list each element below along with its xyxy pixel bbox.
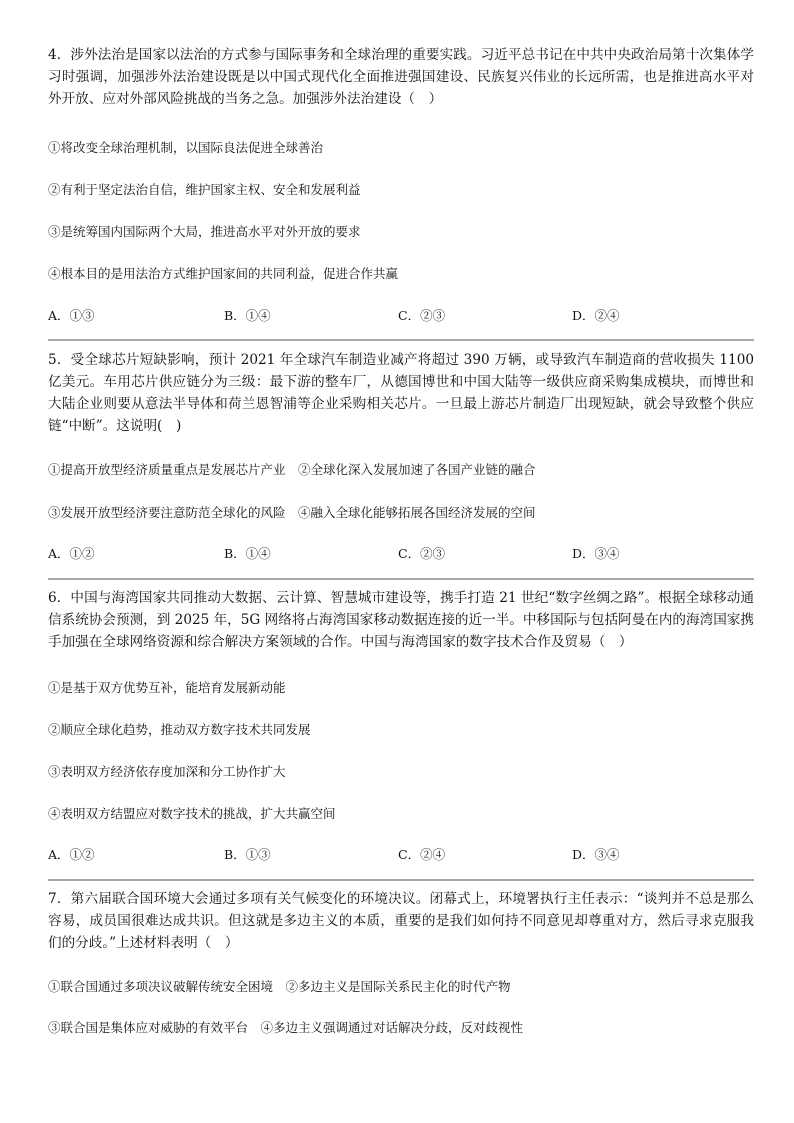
question-5 — [48, 349, 754, 561]
question-6-option-3: ③表明双方经济依存度加深和分工协作扩大 — [48, 764, 286, 779]
question-6-option-4: ④表明双方结盟应对数字技术的挑战，扩大共赢空间 — [48, 806, 336, 821]
question-6-option-1: ①是基于双方优势互补，能培育发展新动能 — [48, 680, 286, 695]
question-4-option-1: ①将改变全球治理机制，以国际良法促进全球善治 — [48, 140, 324, 155]
question-divider — [48, 339, 754, 341]
choice-d[interactable]: D．②④ — [572, 308, 620, 323]
choice-a[interactable]: A．①③ — [48, 308, 95, 323]
choice-d[interactable]: D．③④ — [572, 546, 620, 561]
choice-b[interactable]: B．①④ — [224, 546, 271, 561]
choice-c[interactable]: C．②③ — [398, 308, 446, 323]
question-4-choices — [48, 306, 754, 324]
choice-c[interactable]: C．②④ — [398, 847, 446, 862]
choice-d[interactable]: D．③④ — [572, 847, 620, 862]
question-4-option-3: ③是统筹国内国际两个大局，推进高水平对外开放的要求 — [48, 224, 361, 239]
question-5-choices — [48, 544, 754, 562]
question-6-option-2: ②顺应全球化趋势，推动双方数字技术共同发展 — [48, 722, 311, 737]
question-divider — [48, 578, 754, 580]
question-5-stem: 5．受全球芯片短缺影响，预计 2021 年全球汽车制造业减产将超过 390 万辆，或导致汽车制造商的营收损失 1100 亿美元。车用芯片供应链分为三级：最下游的整车厂，从德国博世和中国大陆等一级供应商采购集成模块，而博世和大陆企业则要从意法半导体和荷兰恩智浦等企业采购相关芯片。一旦最上游芯片制造厂出现短缺，就会导致整个供应链“中断”。这说明( ) — [48, 352, 754, 434]
question-5-options-row-1: ①提高开放型经济质量重点是发展芯片产业 ②全球化深入发展加速了各国产业链的融合 — [48, 462, 536, 477]
question-4-stem: 4．涉外法治是国家以法治的方式参与国际事务和全球治理的重要实践。习近平总书记在中共中央政治局第十次集体学习时强调，加强涉外法治建设既是以中国式现代化全面推进强国建设、民族复兴伟业的长远所需，也是推进高水平对外开放、应对外部风险挑战的当务之急。加强涉外法治建设（ ） — [48, 47, 754, 107]
question-6 — [48, 587, 754, 862]
question-7-stem: 7．第六届联合国环境大会通过多项有关气候变化的环境决议。闭幕式上，环境署执行主任表示：“谈判并不总是那么容易，成员国很难达成共识。但这就是多边主义的本质，重要的是我们如何持不同意见却尊重对方，然后寻求克服我们的分歧。”上述材料表明（ ） — [48, 891, 754, 951]
question-4-option-4: ④根本目的是用法治方式维护国家间的共同利益，促进合作共赢 — [48, 266, 399, 281]
question-5-options-row-2: ③发展开放型经济要注意防范全球化的风险 ④融入全球化能够拓展各国经济发展的空间 — [48, 505, 536, 520]
choice-b[interactable]: B．①④ — [224, 308, 271, 323]
question-4 — [48, 44, 754, 323]
question-7 — [48, 888, 754, 1035]
question-6-stem: 6．中国与海湾国家共同推动大数据、云计算、智慧城市建设等，携手打造 21 世纪“数字丝绸之路”。根据全球移动通信系统协会预测，到 2025 年，5G 网络将占海湾国家移动数据连接的近一半。中移国际与包括阿曼在内的海湾国家携手加强在全球网络资源和综合解决方案领域的合作。中国与海湾国家的数字技术合作及贸易（ ） — [48, 590, 754, 650]
choice-a[interactable]: A．①② — [48, 546, 95, 561]
question-7-options-row-1: ①联合国通过多项决议破解传统安全困境 ②多边主义是国际关系民主化的时代产物 — [48, 979, 511, 994]
question-4-option-2: ②有利于坚定法治自信，维护国家主权、安全和发展利益 — [48, 182, 361, 197]
question-7-options-row-2: ③联合国是集体应对威胁的有效平台 ④多边主义强调通过对话解决分歧，反对歧视性 — [48, 1020, 524, 1035]
question-divider — [48, 879, 754, 881]
choice-c[interactable]: C．②③ — [398, 546, 446, 561]
choice-a[interactable]: A．①② — [48, 847, 95, 862]
question-6-choices — [48, 845, 754, 863]
choice-b[interactable]: B．①③ — [224, 847, 271, 862]
